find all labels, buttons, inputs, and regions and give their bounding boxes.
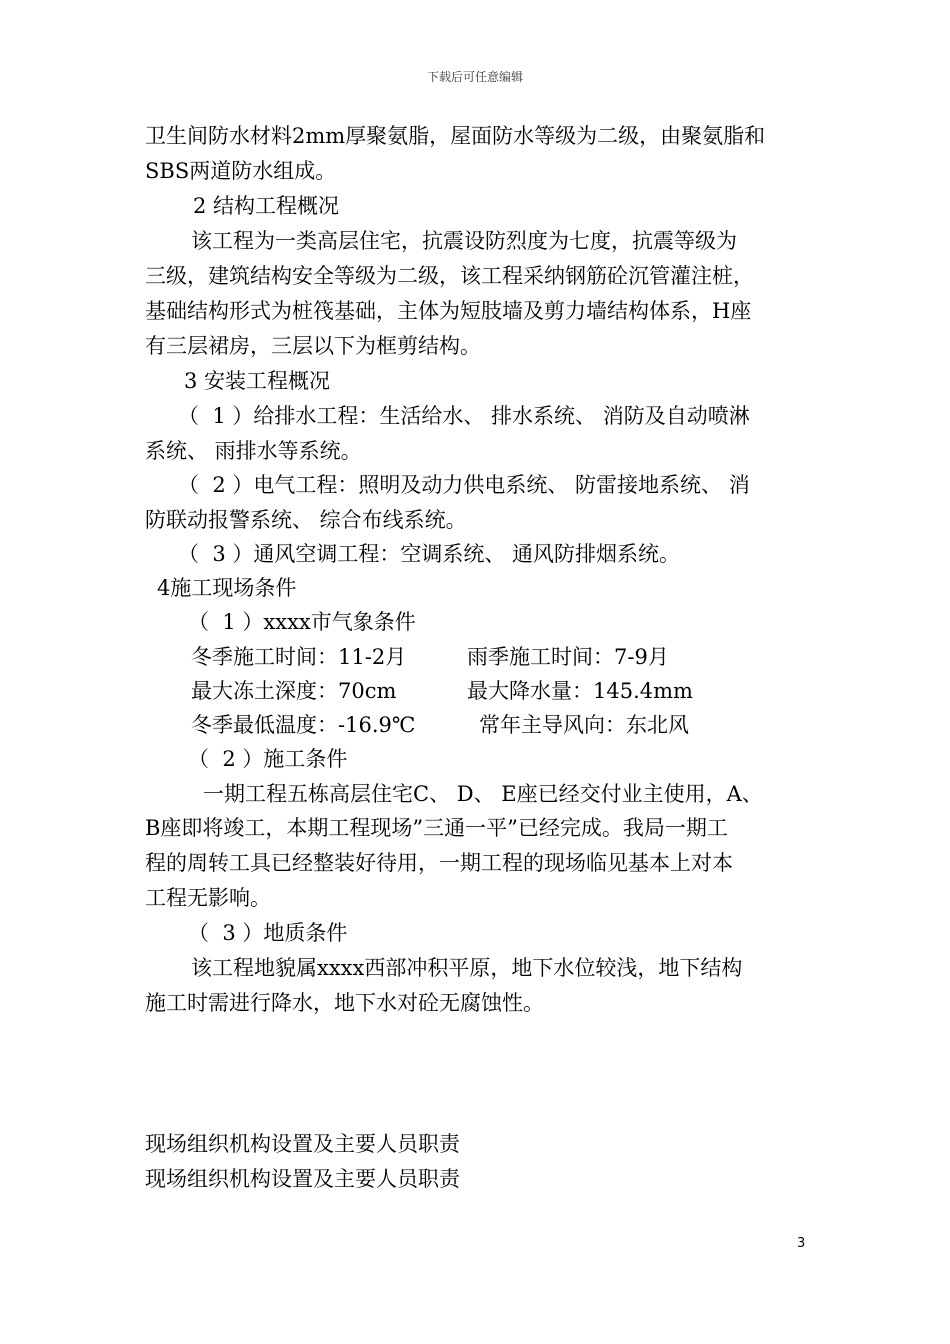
text-line: 有三层裙房，三层以下为框剪结构。 — [145, 334, 481, 358]
text-line: 冬季施工时间：11-2月 — [191, 645, 407, 669]
section-title: 现场组织机构设置及主要人员职责 — [145, 1167, 460, 1191]
text-line: 程的周转工具已经整装好待用，一期工程的现场临见基本上对本 — [145, 851, 733, 875]
text-line: 基础结构形式为桩筏基础，主体为短肢墙及剪力墙结构体系，H座 — [145, 299, 752, 323]
text-line: 最大降水量：145.4mm — [467, 679, 693, 703]
text-line: （ 1 ）给排水工程：生活给水、 排水系统、 消防及自动喷淋 — [178, 404, 750, 428]
text-line: 该工程为一类高层住宅，抗震设防烈度为七度，抗震等级为 — [191, 229, 737, 253]
text-line: 雨季施工时间：7-9月 — [467, 645, 669, 669]
section-title: 现场组织机构设置及主要人员职责 — [145, 1132, 460, 1156]
section-heading: 4施工现场条件 — [157, 576, 297, 600]
section-heading: 2 结构工程概况 — [193, 194, 340, 218]
text-line: B座即将竣工，本期工程现场”三通一平”已经完成。我局一期工 — [145, 816, 728, 840]
subsection-heading: （ 3 ）地质条件 — [188, 921, 348, 945]
text-line: 卫生间防水材料2mm厚聚氨脂，屋面防水等级为二级，由聚氨脂和 — [145, 124, 766, 148]
text-line: （ 2 ）电气工程：照明及动力供电系统、 防雷接地系统、 消 — [178, 473, 750, 497]
text-line: 一期工程五栋高层住宅C、 D、 E座已经交付业主使用，A、 — [203, 782, 763, 806]
text-line: 三级，建筑结构安全等级为二级，该工程采纳钢筋砼沉管灌注桩， — [145, 264, 754, 288]
page-number: 3 — [797, 1236, 806, 1251]
text-line: 最大冻土深度：70cm — [191, 679, 397, 703]
page-header: 下载后可任意编辑 — [426, 70, 523, 84]
subsection-heading: （ 2 ）施工条件 — [188, 747, 348, 771]
text-line: 冬季最低温度：-16.9℃ — [191, 713, 416, 737]
text-line: 系统、 雨排水等系统。 — [145, 439, 362, 463]
text-line: 防联动报警系统、 综合布线系统。 — [145, 508, 467, 532]
section-heading: 3 安装工程概况 — [184, 369, 331, 393]
text-line: 工程无影响。 — [145, 886, 271, 910]
text-line: 该工程地貌属xxxx西部冲积平原，地下水位较浅，地下结构 — [191, 956, 743, 980]
text-line: 施工时需进行降水，地下水对砼无腐蚀性。 — [145, 991, 544, 1015]
text-line: 常年主导风向：东北风 — [479, 713, 689, 737]
text-line: （ 3 ）通风空调工程：空调系统、 通风防排烟系统。 — [178, 542, 681, 566]
text-line: SBS两道防水组成。 — [145, 159, 337, 183]
subsection-heading: （ 1 ）xxxx市气象条件 — [188, 610, 416, 634]
